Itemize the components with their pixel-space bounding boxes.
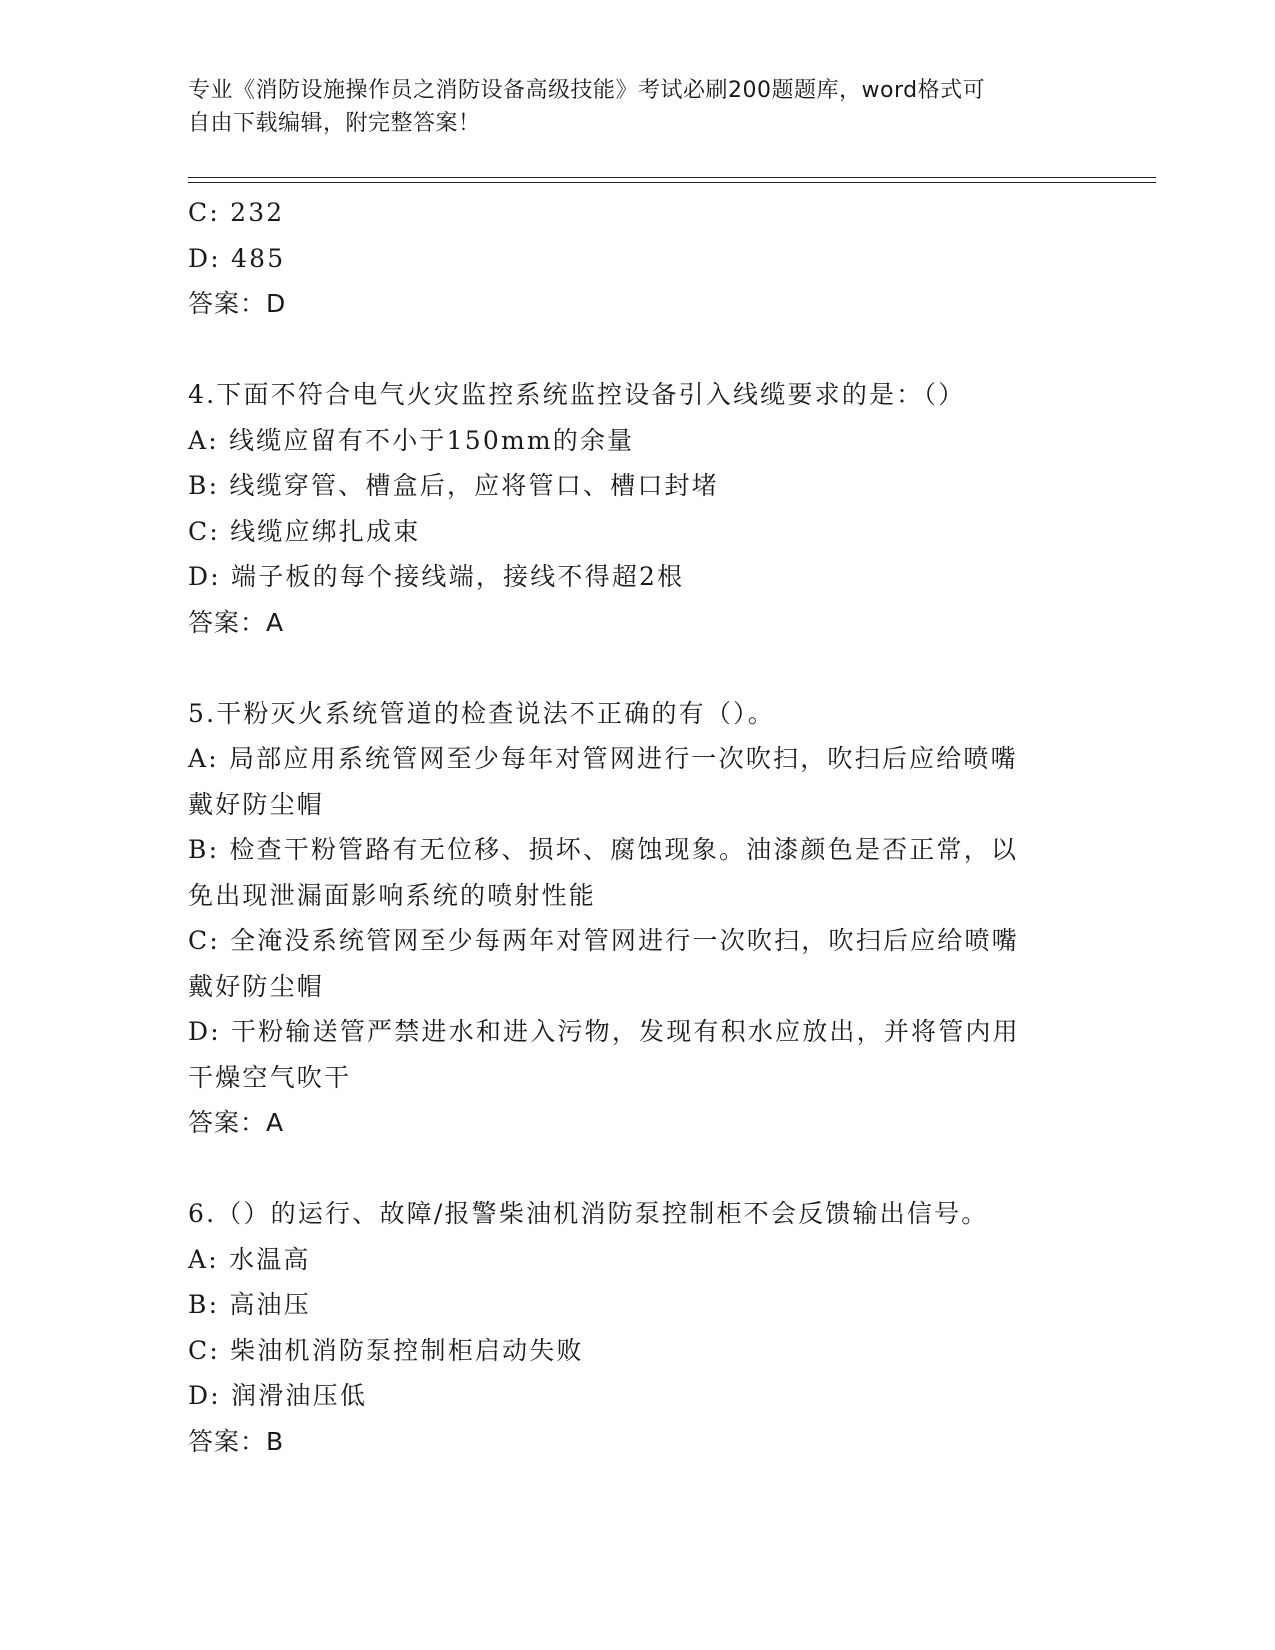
answer-line: 答案：B <box>188 1426 285 1456</box>
option-d-line-1: D: 干粉输送管严禁进水和进入污物，发现有积水应放出，并将管内用 <box>188 1017 1020 1046</box>
question-stem: 6.（）的运行、故障/报警柴油机消防泵控制柜不会反馈输出信号。 <box>188 1199 989 1228</box>
option-c: C: 柴油机消防泵控制柜启动失败 <box>188 1335 584 1365</box>
header-title-line-1: 专业《消防设施操作员之消防设备高级技能》考试必刷200题题库，word格式可 <box>188 78 986 103</box>
document-body <box>188 190 1088 1464</box>
option-c: C: 线缆应绑扎成束 <box>188 516 421 546</box>
option-c-line-1: C: 全淹没系统管网至少每两年对管网进行一次吹扫，吹扫后应给喷嘴 <box>188 926 1019 955</box>
question-4 <box>188 372 1088 645</box>
answer-line: 答案：D <box>188 289 287 318</box>
header-divider-thick <box>188 177 1156 178</box>
option-d: D: 485 <box>188 243 286 273</box>
option-a: A: 水温高 <box>188 1244 311 1274</box>
option-b-line-2: 免出现泄漏面影响系统的喷射性能 <box>188 880 597 910</box>
option-b: B: 高油压 <box>188 1290 311 1319</box>
option-a-line-1: A: 局部应用系统管网至少每年对管网进行一次吹扫，吹扫后应给喷嘴 <box>188 744 1018 773</box>
option-b: B: 线缆穿管、槽盒后，应将管口、槽口封堵 <box>188 471 719 500</box>
option-d: D: 润滑油压低 <box>188 1381 368 1410</box>
question-6 <box>188 1191 1088 1464</box>
option-a: A: 线缆应留有不小于150mm的余量 <box>188 425 635 455</box>
question-3-partial <box>188 190 1088 327</box>
option-d: D: 端子板的每个接线端，接线不得超2根 <box>188 562 685 591</box>
question-stem: 4.下面不符合电气火灾监控系统监控设备引入线缆要求的是：（） <box>188 380 966 409</box>
question-stem: 5.干粉灭火系统管道的检查说法不正确的有（）。 <box>188 698 775 728</box>
header-divider-thin <box>188 182 1156 183</box>
answer-line: 答案：A <box>188 607 285 637</box>
option-c-line-2: 戴好防尘帽 <box>188 971 325 1001</box>
question-5 <box>188 691 1088 1146</box>
header-title-line-2: 自由下载编辑，附完整答案！ <box>188 111 481 136</box>
option-b-line-1: B: 检查干粉管路有无位移、损坏、腐蚀现象。油漆颜色是否正常，以 <box>188 835 1019 864</box>
option-a-line-2: 戴好防尘帽 <box>188 789 325 819</box>
option-c: C: 232 <box>188 198 285 227</box>
option-d-line-2: 干燥空气吹干 <box>188 1062 352 1092</box>
answer-line: 答案：A <box>188 1108 285 1137</box>
document-header <box>188 74 1088 140</box>
